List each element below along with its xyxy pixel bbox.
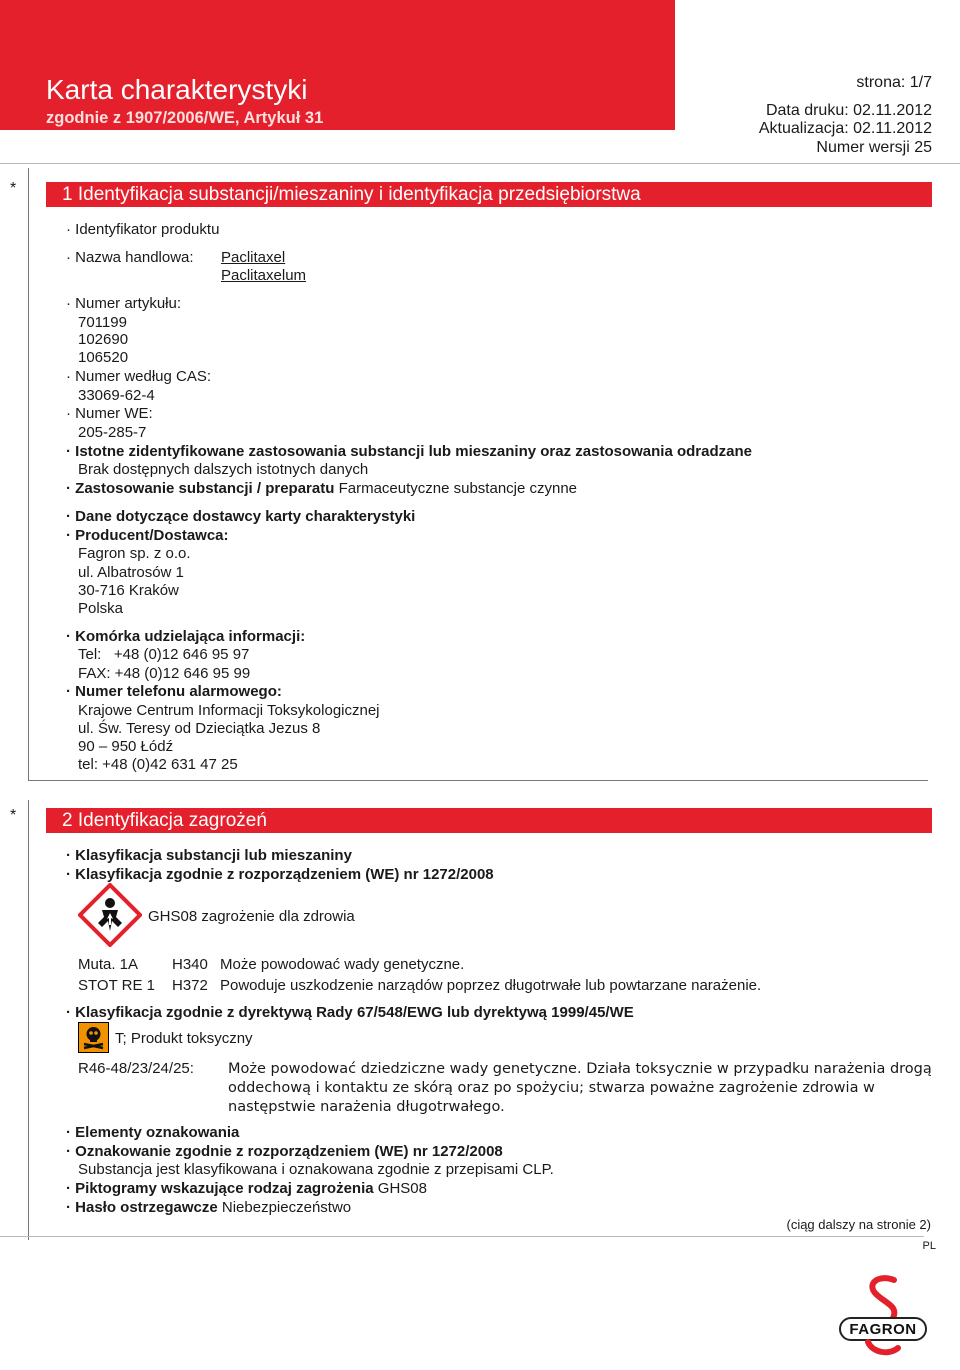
cas-value: 33069-62-4 — [78, 387, 155, 404]
language-code: PL — [922, 1240, 936, 1252]
label-elements-label: · Elementy oznakowania — [66, 1124, 240, 1141]
article-number: 102690 — [78, 331, 129, 348]
trade-name-1: Paclitaxel — [221, 249, 286, 266]
classification-label: · Klasyfikacja substancji lub mieszaniny — [66, 847, 352, 864]
product-identifier-label: · Identyfikator produktu — [66, 221, 220, 238]
ghs08-text: GHS08 zagrożenie dla zdrowia — [148, 908, 355, 925]
skull-crossbones-icon — [78, 1022, 109, 1053]
article-number: 701199 — [78, 314, 127, 331]
header-divider — [0, 163, 960, 164]
article-number-label: · Numer artykułu: — [66, 295, 182, 312]
signal-word-label: · Hasło ostrzegawcze — [66, 1199, 218, 1216]
pictograms-label: · Piktogramy wskazujące rodzaj zagrożenia — [66, 1180, 374, 1197]
pictograms-value: GHS08 — [377, 1180, 427, 1197]
emergency-line: Krajowe Centrum Informacji Toksykologicznej — [78, 702, 380, 719]
document-subtitle: zgodnie z 1907/2006/WE, Artykuł 31 — [46, 109, 324, 127]
change-marker: * — [10, 180, 17, 197]
fax-number: FAX: +48 (0)12 646 95 99 — [78, 665, 251, 682]
fagron-logo — [832, 1272, 932, 1364]
info-contact-label: · Komórka udzielająca informacji: — [66, 628, 306, 645]
phone-number: Tel: +48 (0)12 646 95 97 — [78, 646, 250, 663]
ec-value: 205-285-7 — [78, 424, 147, 441]
clp-labelling-text: Substancja jest klasyfikowana i oznakowana zgodnie z przepisami CLP. — [78, 1161, 554, 1178]
emergency-label: · Numer telefonu alarmowego: — [66, 683, 282, 700]
footer-divider — [0, 1236, 924, 1237]
article-number: 106520 — [78, 349, 129, 366]
trade-name-label: · Nazwa handlowa: — [66, 249, 194, 266]
emergency-line: ul. Św. Teresy od Dzieciątka Jezus 8 — [78, 720, 321, 737]
print-date: Data druku: 02.11.2012 — [765, 102, 932, 119]
section-border — [28, 168, 29, 780]
section-border — [28, 800, 29, 1240]
producer-line: 30-716 Kraków — [78, 582, 179, 599]
update-date: Aktualizacja: 02.11.2012 — [758, 120, 932, 137]
clp-labelling-label: · Oznakowanie zgodnie z rozporządzeniem (WE) nr 1272/2008 — [66, 1143, 503, 1160]
hazard-code: H340 — [172, 956, 208, 973]
r-phrase-code: R46-48/23/24/25: — [78, 1060, 194, 1077]
producer-label: · Producent/Dostawca: — [66, 527, 229, 544]
document-title: Karta charakterystyki — [46, 74, 308, 105]
continuation-note: (ciąg dalszy na stronie 2) — [786, 1217, 931, 1232]
emergency-line: tel: +48 (0)42 631 47 25 — [78, 756, 238, 773]
application-label: · Zastosowanie substancji / preparatu — [66, 480, 335, 497]
brand-name: FAGRON — [849, 1321, 917, 1338]
change-marker: * — [10, 807, 17, 824]
producer-line: Polska — [78, 600, 124, 617]
emergency-line: 90 – 950 Łódź — [78, 738, 174, 755]
producer-line: ul. Albatrosów 1 — [78, 564, 184, 581]
cas-label: · Numer według CAS: — [66, 368, 212, 385]
application-value: Farmaceutyczne substancje czynne — [338, 480, 578, 497]
header-banner — [0, 0, 675, 130]
r-phrase-text: Może powodować dziedziczne wady genetyczne. Działa toksycznie w przypadku narażenia drogą oddechową i kontaktu ze skórą oraz po spożyciu; stwarza poważne zagrożenie zdrowia w następstwie narażenia długotrwałego. — [228, 1061, 932, 1115]
section-border-bottom — [28, 780, 928, 781]
dsd-classification-label: · Klasyfikacja zgodnie z dyrektywą Rady 67/548/EWG lub dyrektywą 1999/45/WE — [66, 1004, 634, 1021]
hazard-statement: Powoduje uszkodzenie narządów poprzez długotrwałe lub powtarzane narażenie. — [220, 977, 762, 994]
producer-line: Fagron sp. z o.o. — [78, 545, 191, 562]
ghs08-health-hazard-icon — [78, 883, 142, 947]
hazard-category: Muta. 1A — [78, 956, 139, 973]
identified-uses-label: · Istotne zidentyfikowane zastosowania substancji lub mieszaniny oraz zastosowania odradzane — [66, 443, 752, 460]
ec-label: · Numer WE: — [66, 405, 153, 422]
toxic-text: T; Produkt toksyczny — [115, 1030, 253, 1047]
section-2-title: 2 Identyfikacja zagrożeń — [46, 808, 932, 833]
version-number: Numer wersji 25 — [816, 139, 932, 156]
supplier-label: · Dane dotyczące dostawcy karty charakterystyki — [66, 508, 416, 525]
signal-word-value: Niebezpieczeństwo — [221, 1199, 352, 1216]
page-number: strona: 1/7 — [856, 74, 932, 91]
hazard-code: H372 — [172, 977, 208, 994]
identified-uses-value: Brak dostępnych dalszych istotnych danych — [78, 461, 369, 478]
clp-classification-label: · Klasyfikacja zgodnie z rozporządzeniem (WE) nr 1272/2008 — [66, 866, 494, 883]
trade-name-2: Paclitaxelum — [221, 267, 307, 284]
hazard-category: STOT RE 1 — [78, 977, 155, 994]
hazard-statement: Może powodować wady genetyczne. — [220, 956, 465, 973]
section-1-title: 1 Identyfikacja substancji/mieszaniny i identyfikacja przedsiębiorstwa — [46, 182, 932, 207]
